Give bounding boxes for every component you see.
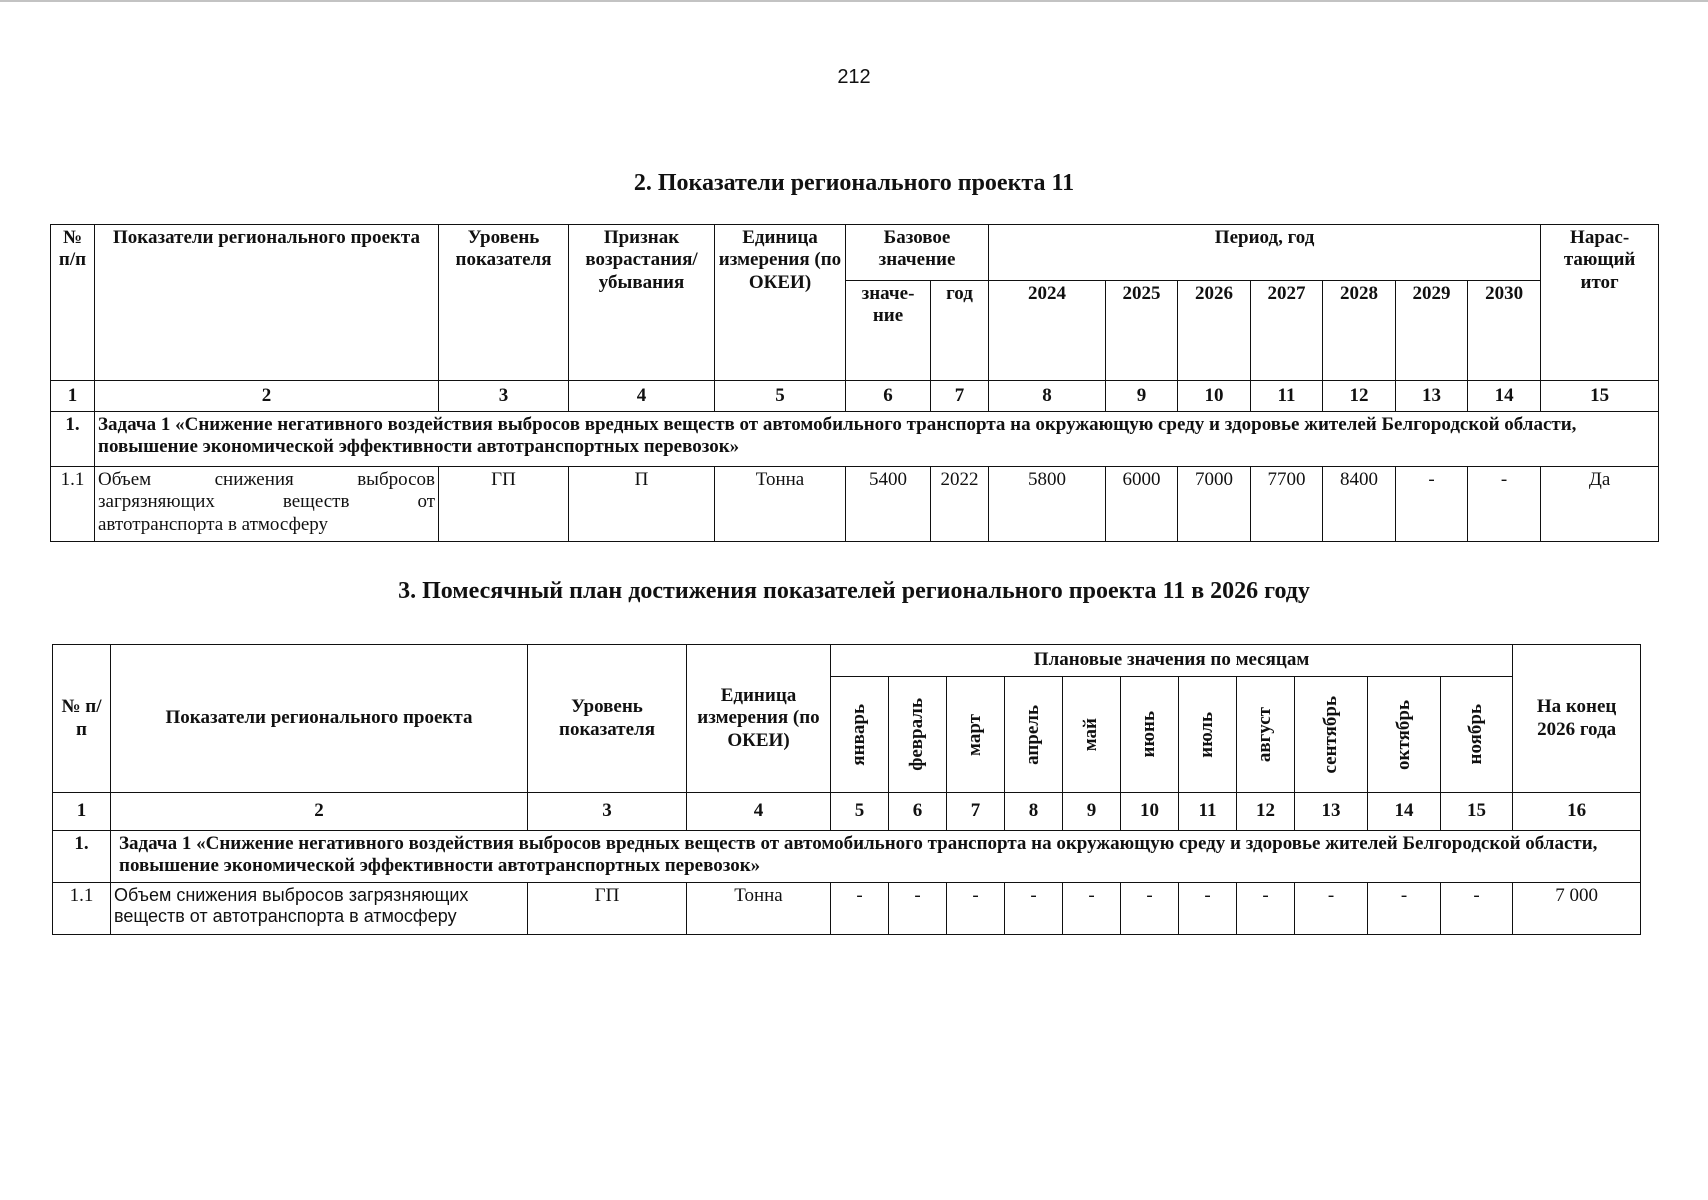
base-value: 5400 [846, 467, 931, 542]
month-value: - [1063, 883, 1121, 935]
col-unit-header: Единица измерения (по ОКЕИ) [715, 225, 846, 381]
column-number: 10 [1121, 793, 1179, 831]
month-value: - [831, 883, 889, 935]
column-number: 5 [715, 381, 846, 412]
month-header: ноябрь [1465, 704, 1487, 765]
month-value: - [1005, 883, 1063, 935]
indicator-name: Объем снижения выбросов загрязняющих веществ от автотранспорта в атмосферу [111, 883, 528, 935]
year-header: 2028 [1323, 281, 1396, 381]
month-value: - [889, 883, 947, 935]
column-number: 1 [51, 381, 95, 412]
col-unit-header: Единица измерения (по ОКЕИ) [687, 645, 831, 793]
column-number: 9 [1063, 793, 1121, 831]
column-number: 11 [1179, 793, 1237, 831]
indicator-trend: П [569, 467, 715, 542]
column-number: 15 [1441, 793, 1513, 831]
year-value: - [1468, 467, 1541, 542]
indicator-level: ГП [439, 467, 569, 542]
page-number: 212 [837, 66, 871, 88]
column-number: 7 [931, 381, 989, 412]
month-header: август [1254, 706, 1276, 763]
column-number: 6 [846, 381, 931, 412]
month-header: июль [1196, 711, 1218, 758]
column-number: 5 [831, 793, 889, 831]
column-number: 11 [1251, 381, 1323, 412]
year-header: 2027 [1251, 281, 1323, 381]
col-indicator-header: Показатели регионального проекта [111, 645, 528, 793]
col-num-header: № п/п [51, 225, 95, 381]
column-number: 14 [1368, 793, 1441, 831]
row-number: 1.1 [53, 883, 111, 935]
month-header: май [1080, 717, 1102, 752]
year-header: 2026 [1178, 281, 1251, 381]
task-text: Задача 1 «Снижение негативного воздействия выбросов вредных веществ от автомобильного транспорта на окружающую среду и здоровье жителей Белгородской области, повышение экономической эффективности автотранспортных перевозок» [95, 412, 1659, 467]
col-monthly-header: Плановые значения по месяцам [831, 645, 1513, 677]
indicator-level: ГП [528, 883, 687, 935]
column-number: 12 [1237, 793, 1295, 831]
monthly-plan-table [52, 644, 1641, 935]
month-value: - [1441, 883, 1513, 935]
task-text: Задача 1 «Снижение негативного воздействия выбросов вредных веществ от автомобильного транспорта на окружающую среду и здоровье жителей Белгородской области, повышение экономической эффективности автотранспортных перевозок» [111, 831, 1641, 883]
col-indicator-header: Показатели регионального проекта [95, 225, 439, 381]
row-number: 1.1 [51, 467, 95, 542]
column-number: 9 [1106, 381, 1178, 412]
month-header: март [964, 713, 986, 756]
indicator-name: Объем снижения выбросов загрязняющих веществ от автотранспорта в атмосферу [95, 467, 439, 542]
column-number: 4 [569, 381, 715, 412]
month-value: - [947, 883, 1005, 935]
column-number: 3 [439, 381, 569, 412]
year-value: 5800 [989, 467, 1106, 542]
cumulative-value: Да [1541, 467, 1659, 542]
col-base-year-header: год [931, 281, 989, 381]
column-number: 7 [947, 793, 1005, 831]
column-number: 1 [53, 793, 111, 831]
month-header: февраль [906, 698, 928, 771]
col-cumulative-header: Нарас-тающий итог [1541, 225, 1659, 381]
month-header: октябрь [1392, 699, 1414, 770]
column-number: 2 [95, 381, 439, 412]
year-header: 2030 [1468, 281, 1541, 381]
year-value: 7000 [1178, 467, 1251, 542]
col-base-header: Базовое значение [846, 225, 989, 281]
column-number: 4 [687, 793, 831, 831]
year-value: 8400 [1323, 467, 1396, 542]
month-header: сентябрь [1319, 695, 1341, 774]
column-number: 2 [111, 793, 528, 831]
month-header: июнь [1138, 711, 1160, 758]
col-level-header: Уровень показателя [439, 225, 569, 381]
year-header: 2029 [1396, 281, 1468, 381]
column-number: 16 [1513, 793, 1641, 831]
column-number: 8 [1005, 793, 1063, 831]
month-value: - [1237, 883, 1295, 935]
column-number: 10 [1178, 381, 1251, 412]
col-year-end-header: На конец 2026 года [1513, 645, 1641, 793]
column-number: 3 [528, 793, 687, 831]
year-end-value: 7 000 [1513, 883, 1641, 935]
year-value: 6000 [1106, 467, 1178, 542]
column-number: 6 [889, 793, 947, 831]
month-value: - [1121, 883, 1179, 935]
section3-title: 3. Помесячный план достижения показателей регионального проекта 11 в 2026 году [398, 578, 1310, 604]
task-number: 1. [51, 412, 95, 467]
column-number: 15 [1541, 381, 1659, 412]
task-number: 1. [53, 831, 111, 883]
year-header: 2025 [1106, 281, 1178, 381]
column-number: 14 [1468, 381, 1541, 412]
column-number: 8 [989, 381, 1106, 412]
col-period-header: Период, год [989, 225, 1541, 281]
col-base-value-header: значе-ние [846, 281, 931, 381]
base-year: 2022 [931, 467, 989, 542]
year-header: 2024 [989, 281, 1106, 381]
month-header: апрель [1022, 704, 1044, 765]
year-value: 7700 [1251, 467, 1323, 542]
column-number: 12 [1323, 381, 1396, 412]
month-header: январь [848, 703, 870, 766]
month-value: - [1295, 883, 1368, 935]
month-value: - [1179, 883, 1237, 935]
indicator-unit: Тонна [715, 467, 846, 542]
section2-title: 2. Показатели регионального проекта 11 [633, 170, 1075, 196]
indicator-unit: Тонна [687, 883, 831, 935]
year-value: - [1396, 467, 1468, 542]
col-trend-header: Признак возрастания/ убывания [569, 225, 715, 381]
indicators-table [50, 224, 1659, 542]
col-level-header: Уровень показателя [528, 645, 687, 793]
month-value: - [1368, 883, 1441, 935]
col-num-header: № п/п [53, 645, 111, 793]
column-number: 13 [1295, 793, 1368, 831]
column-number: 13 [1396, 381, 1468, 412]
scan-edge-line [0, 0, 1708, 2]
